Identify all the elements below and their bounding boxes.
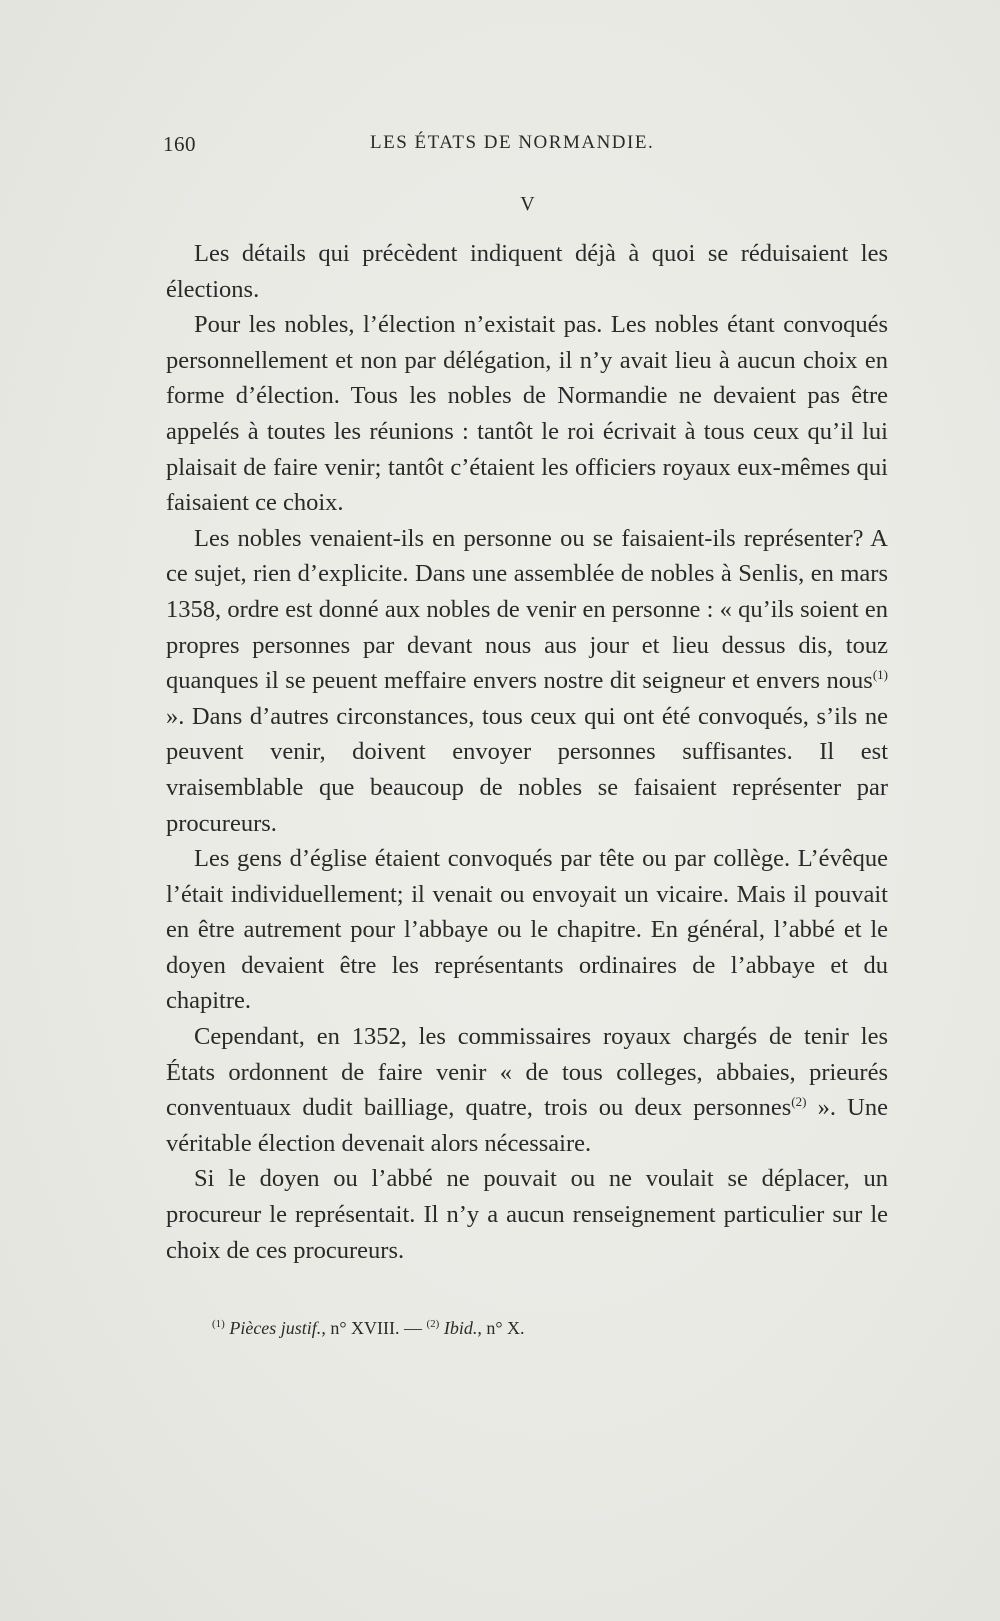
running-title: LES ÉTATS DE NORMANDIE.: [370, 132, 655, 153]
footnotes: [212, 1318, 525, 1339]
page-header: [163, 132, 883, 162]
footnote-reference[interactable]: (2): [791, 1094, 807, 1110]
paragraph: [166, 521, 888, 841]
paragraph-text: ». Une véritable élection devenait alors nécessaire.: [166, 1094, 889, 1157]
paragraph-text: Cependant, en 1352, les commissaires royaux chargés de tenir les États ordonnent de faire venir « de tous colleges, abbaies, prieurés conventuaux dudit bailliage, quatre, trois ou deux personnes: [166, 1023, 888, 1122]
paragraph: Pour les nobles, l’élection n’existait pas. Les nobles étant convoqués personnellement et non par délégation, il n’y avait lieu à aucun choix en forme d’élection. Tous les nobles de Normandie ne devaient pas être appelés à toutes les réunions : tantôt le roi écrivait à tous ceux qu’il lui plaisait de faire venir; tantôt c’étaient les officiers royaux eux-mêmes qui faisaient ce choix.: [166, 311, 888, 517]
paragraph: [166, 1019, 888, 1161]
paragraph: Les gens d’église étaient convoqués par tête ou par collège. L’évêque l’était individuellement; il venait ou envoyait un vicaire. Mais il pouvait en être autrement pour l’abbaye ou le chapitre. En général, l’abbé et le doyen devaient être les représentants ordinaires de l’abbaye et du chapitre.: [166, 845, 888, 1015]
footnote-source-title: Ibid.: [443, 1318, 478, 1338]
section-heading: V: [520, 193, 535, 215]
footnote-reference[interactable]: (1): [872, 666, 888, 682]
paragraph-text: ». Dans d’autres circonstances, tous ceux qui ont été convoqués, s’ils ne peuvent venir, doivent envoyer personnes suffisantes. Il est vraisemblable que beaucoup de nobles se faisaient représenter par procureurs.: [166, 702, 888, 837]
page-number: 160: [163, 132, 196, 156]
footnote-marker: (1): [212, 1318, 225, 1330]
footnote-text: , n° X.: [477, 1318, 525, 1338]
footnote-marker: (2): [426, 1318, 440, 1330]
footnote-source-title: Pièces justif.: [229, 1318, 322, 1338]
footnote-text: , n° XVIII. —: [321, 1318, 427, 1338]
paragraph: Les détails qui précèdent indiquent déjà à quoi se réduisaient les élections.: [166, 240, 888, 303]
paragraph: Si le doyen ou l’abbé ne pouvait ou ne voulait se déplacer, un procureur le représentait. Il n’y a aucun renseignement particulier sur le choix de ces procureurs.: [166, 1165, 888, 1264]
paragraph-text: Les nobles venaient-ils en personne ou se faisaient-ils représenter? A ce sujet, rien d’explicite. Dans une assemblée de nobles à Senlis, en mars 1358, ordre est donné aux nobles de venir en personne : « qu’ils soient en propres personnes par devant nous aus jour et lieu dessus dis, touz quanques il se peuent meffaire envers nostre dit seigneur et envers nous: [166, 524, 888, 695]
body-text: [166, 236, 888, 1268]
